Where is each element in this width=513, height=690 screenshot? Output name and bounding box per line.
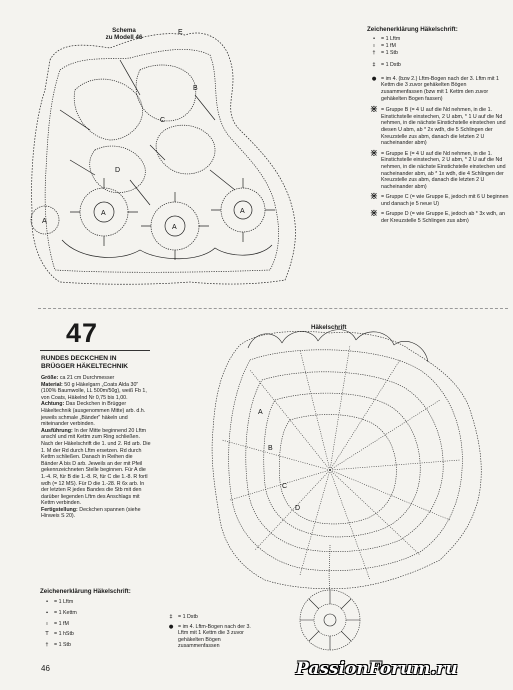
letter-c: C	[160, 117, 166, 124]
slip-stitch-icon: ∙	[45, 610, 49, 616]
page-number: 46	[41, 664, 50, 673]
letter-a-1: A	[101, 210, 106, 217]
bottom-legend-item: T = 1 hStb	[40, 631, 150, 638]
bottom-legend-item: † = 1 Stb	[40, 642, 150, 649]
paragraph-execution: Ausführung: In der Mitte beginnend 20 Lftm anschl und mit Kettm zum Ring schließen. Nach der Häkelschrift die 1. und 2. Rd arb. Die 1. M der Rd durch Lftm ersetzen. Rd durch Kettm schließen. Danach in Reihen die Bänder A bis D arb. Jeweils an der mit Pfeil gekennzeichneten Stelle beginnen. Für A die 1.-4. R, für B die 1.-8. R, für C die 1.-8. R fortl wdh (= 12 MS). Für D die 1.-28. R 6x arb. In der letzten R jedes Bandes die Stb mit den darüber liegenden Lftm des Anschlags mit Kettm verbinden.	[41, 427, 151, 507]
top-legend-item: ⋇ = Gruppe D (= wie Gruppe E, jedoch ab * 3x wdh, an der Kreuzstelle 5 Schlingen zus abm)	[367, 211, 509, 224]
top-legend-item: ⋇ = Gruppe E (= 4 U auf die Nd nehmen, in die 1. Einstichstelle einstechen, 2 U abm, * 2 U auf die Nd nehmen, in die nächste Einstichstelle einstechen und nacheinander abm, ab * 1x wdh, die 4 Schlingen der Kreuzstelle zus abm, danach die letzten 2 U nacheinander abm)	[367, 151, 509, 191]
double-treble-icon: ‡	[372, 62, 376, 69]
chart-letter-a: A	[258, 409, 263, 416]
extra-legend	[164, 614, 254, 650]
model-number: 47	[66, 318, 99, 348]
pattern-heading: RUNDES DECKCHEN IN BRÜGGER HÄKELTECHNIK	[41, 355, 129, 370]
chain-dot-icon: •	[372, 36, 376, 43]
bottom-legend-item: ∙ = 1 Kettm	[40, 610, 150, 617]
half-treble-icon: T	[45, 631, 49, 638]
paragraph-size: Größe: ca 21 cm Durchmesser	[41, 375, 115, 381]
extra-legend-item: ● = im 4. Lftm-Bogen nach der 3. Lftm mit 1 Kettm die 3 zuvor gehäkelten Bögen zusammenfassen	[164, 624, 254, 650]
single-crochet-icon: ı	[46, 620, 48, 627]
filled-dot-icon: ●	[168, 623, 174, 630]
bottom-legend-item: ı = 1 fM	[40, 621, 150, 628]
top-legend-item: † = 1 Stb	[367, 50, 509, 57]
top-legend-item: • = 1 Lftm	[367, 36, 509, 43]
extra-legend-item: ‡ = 1 Dstb	[164, 614, 254, 621]
top-legend-item: ● = im 4. (bzw 2.) Lftm-Bogen nach der 3. Lftm mit 1 Kettm die 3 zuvor gehäkelten Bögen zusammenfassen (bzw mit 1 Kettm den zuvor gehäkelten Bogen fassen)	[367, 76, 509, 102]
cross-group-d-icon: ⋇	[369, 208, 379, 220]
letter-a-3: A	[240, 208, 245, 215]
top-legend-title: Zeichenerklärung Häkelschrift:	[367, 26, 458, 33]
paragraph-note: Achtung: Das Deckchen in Brügger Häkeltechnik (ausgenommen Mitte) arb. d.h. jeweils schmale „Bänder" häkeln und miteinander verbinden.	[41, 401, 146, 428]
letter-a-2: A	[172, 224, 177, 231]
cross-group-c-icon: ⋇	[369, 191, 379, 203]
bottom-legend-item: • = 1 Lftm	[40, 599, 150, 606]
treble-icon: †	[45, 641, 49, 648]
chart-letter-c: C	[282, 483, 288, 490]
chain-dot-icon: •	[45, 599, 49, 606]
top-legend-item: ⋇ = Gruppe B (= 4 U auf die Nd nehmen, in die 1. Einstichstelle einstechen, 2 U abm, * 1 U auf die Nd nehmen, in die nächste Einstichstelle einstechen und diesen U abm, ab * 2x wdh, die 5 Schlingen der Kreuzstelle zus abm, danach die letzten 2 U nacheinander abm)	[367, 107, 509, 147]
bottom-legend-title: Zeichenerklärung Häkelschrift:	[40, 588, 131, 595]
watermark: PassionForum.ru	[296, 659, 458, 679]
letter-a-4: A	[42, 218, 47, 225]
double-treble-icon: ‡	[169, 614, 173, 620]
letter-d: D	[115, 167, 121, 174]
chart-title: Häkelschrift	[311, 324, 347, 331]
chart-letter-d: D	[295, 505, 301, 512]
letter-e: E	[178, 29, 183, 36]
top-legend-item: ⋇ = Gruppe C (= wie Gruppe E, jedoch mit 6 U beginnen und danach je 5 neue U)	[367, 194, 509, 207]
treble-icon: †	[372, 49, 376, 56]
slip-stitch-icon: ı	[373, 43, 375, 49]
letter-b: B	[193, 85, 198, 92]
top-legend-item: ‡ = 1 Dstb	[367, 62, 509, 69]
paragraph-material: Material: 50 g Häkelgarn „Coats Alda 30" (100% Baumwolle, LL 500m/50g), weiß Fb 1, von Coats, Häkelnd Nr 0,75 bis 1,00.	[41, 381, 147, 401]
cross-group-e-icon: ⋇	[369, 147, 379, 159]
chart-letter-b: B	[268, 445, 273, 452]
schema-title: Schema zu Modell 46	[105, 27, 143, 42]
cross-group-b-icon: ⋇	[369, 104, 379, 116]
filled-dot-icon: ●	[371, 75, 377, 82]
top-legend-item: ı = 1 fM	[367, 43, 509, 50]
paragraph-finishing: Fertigstellung: Deckchen spannen (siehe Hinweis S 20).	[41, 506, 141, 520]
